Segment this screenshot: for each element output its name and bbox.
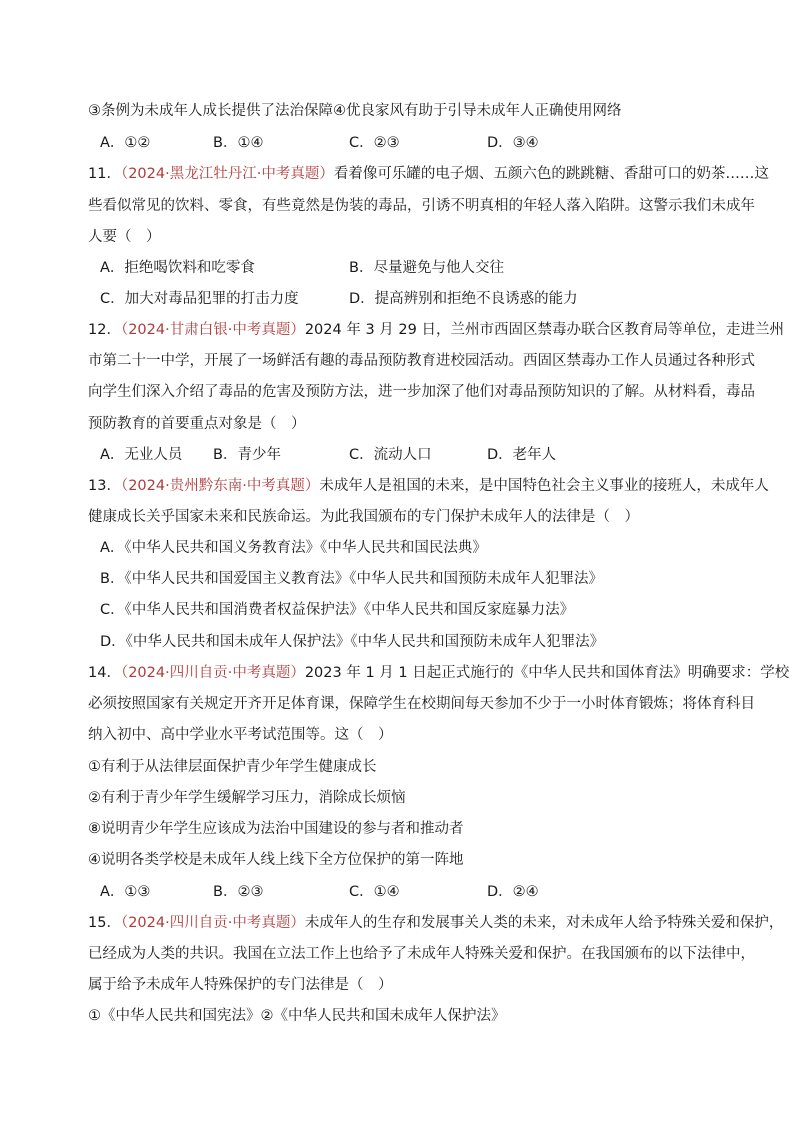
- q12-stem-text: 2024 年 3 月 29 日，兰州市西固区禁毒办联合区教育局等单位，走进兰州: [304, 322, 784, 338]
- q13-source-tag: （2024·贵州黔东南·中考真题）: [120, 478, 320, 494]
- q10-option-a: A．①②: [100, 135, 151, 151]
- q14-option-a: A．①③: [100, 884, 151, 900]
- q15-number: 15．: [88, 915, 121, 931]
- q13-option-b: B．《中华人民共和国爱国主义教育法》《中华人民共和国预防未成年人犯罪法》: [100, 571, 603, 587]
- q15-stem-line-1: [88, 913, 783, 933]
- q12-option-b: B．青少年: [213, 447, 281, 463]
- q11-stem-line-2: 些看似常见的饮料、零食，有些竟然是伪装的毒品，引诱不明真相的年轻人落入陷阱。这警示我们未成年: [88, 198, 755, 214]
- q11-stem-text: 看着像可乐罐的电子烟、五颜六色的跳跳糖、香甜可口的奶茶……这: [333, 166, 769, 182]
- q13-option-a: A．《中华人民共和国义务教育法》《中华人民共和国民法典》: [100, 540, 487, 556]
- q13-number: 13．: [88, 478, 121, 494]
- q14-option-d: D．②④: [487, 884, 539, 900]
- q12-source-tag: （2024·甘肃白银·中考真题）: [120, 322, 305, 338]
- q11-source-tag: （2024·黑龙江牡丹江·中考真题）: [120, 166, 334, 182]
- q13-option-c: C．《中华人民共和国消费者权益保护法》《中华人民共和国反家庭暴力法》: [100, 602, 575, 618]
- q14-option-c: C．①④: [349, 884, 400, 900]
- q11-option-c: C．加大对毒品犯罪的打击力度: [100, 291, 299, 307]
- q14-statement-4: ④说明各类学校是未成年人线上线下全方位保护的第一阵地: [88, 852, 464, 868]
- q11-number: 11．: [88, 166, 121, 182]
- q15-statement-1: ①《中华人民共和国宪法》②《中华人民共和国未成年人保护法》: [88, 1008, 506, 1024]
- q11-stem-line-3: 人要（ ）: [88, 229, 161, 245]
- q15-stem-text: 未成年人的生存和发展事关人类的未来，对未成年人给予特殊关爱和保护，: [304, 915, 784, 931]
- q12-stem-line-2: 市第二十一中学，开展了一场鲜活有趣的毒品预防教育进校园活动。西固区禁毒办工作人员通过各种形式: [88, 353, 755, 369]
- q11-option-b: B．尽量避免与他人交往: [349, 260, 504, 276]
- q12-option-a: A．无业人员: [100, 447, 183, 463]
- q10-option-d: D．③④: [487, 135, 539, 151]
- q12-option-d: D．老年人: [487, 447, 557, 463]
- q15-stem-line-2: 已经成为人类的共识。我国在立法工作上也给予了未成年人特殊关爱和保护。在我国颁布的以下法律中，: [88, 946, 755, 962]
- q12-option-c: C．流动人口: [349, 447, 432, 463]
- q10-option-c: C．②③: [349, 135, 400, 151]
- q12-stem-line-4: 预防教育的首要重点对象是（ ）: [88, 416, 306, 432]
- q11-stem-line-1: [88, 164, 769, 184]
- q14-statement-2: ②有利于青少年学生缓解学习压力，消除成长烦恼: [88, 790, 406, 806]
- q12-stem-line-3: 向学生们深入介绍了毒品的危害及预防方法，进一步加深了他们对毒品预防知识的了解。从材料看，毒品: [88, 384, 755, 400]
- q11-option-a: A．拒绝喝饮料和吃零食: [100, 260, 255, 276]
- q14-statement-3: ⑧说明青少年学生应该成为法治中国建设的参与者和推动者: [88, 821, 464, 837]
- q14-number: 14．: [88, 665, 121, 681]
- q12-stem-line-1: [88, 320, 784, 340]
- q14-statement-1: ①有利于从法律层面保护青少年学生健康成长: [88, 759, 377, 775]
- q13-stem-line-2: 健康成长关乎国家未来和民族命运。为此我国颁布的专门保护未成年人的法律是（ ）: [88, 509, 639, 525]
- q14-stem-line-3: 纳入初中、高中学业水平考试范围等。这（ ）: [88, 727, 393, 743]
- q14-stem-line-2: 必须按照国家有关规定开齐开足体育课，保障学生在校期间每天参加不少于一小时体育锻炼；将体育科目: [88, 696, 755, 712]
- q14-option-b: B．②③: [213, 884, 264, 900]
- q15-stem-line-3: 属于给予未成年人特殊保护的专门法律是（ ）: [88, 977, 393, 993]
- q14-stem-text: 2023 年 1 月 1 日起正式施行的《中华人民共和国体育法》明确要求：学校: [304, 665, 790, 681]
- q12-number: 12．: [88, 322, 121, 338]
- q10-statement-line: ③条例为未成年人成长提供了法治保障④优良家风有助于引导未成年人正确使用网络: [88, 103, 622, 119]
- q14-stem-line-1: [88, 663, 789, 683]
- q10-option-b: B．①④: [213, 135, 264, 151]
- q13-stem-text: 未成年人是祖国的未来，是中国特色社会主义事业的接班人，未成年人: [319, 478, 769, 494]
- q11-option-d: D．提高辨别和拒绝不良诱惑的能力: [349, 291, 578, 307]
- q13-option-d: D．《中华人民共和国未成年人保护法》《中华人民共和国预防未成年人犯罪法》: [100, 634, 605, 650]
- q14-source-tag: （2024·四川自贡·中考真题）: [120, 665, 305, 681]
- q15-source-tag: （2024·四川自贡·中考真题）: [120, 915, 305, 931]
- q13-stem-line-1: [88, 476, 769, 496]
